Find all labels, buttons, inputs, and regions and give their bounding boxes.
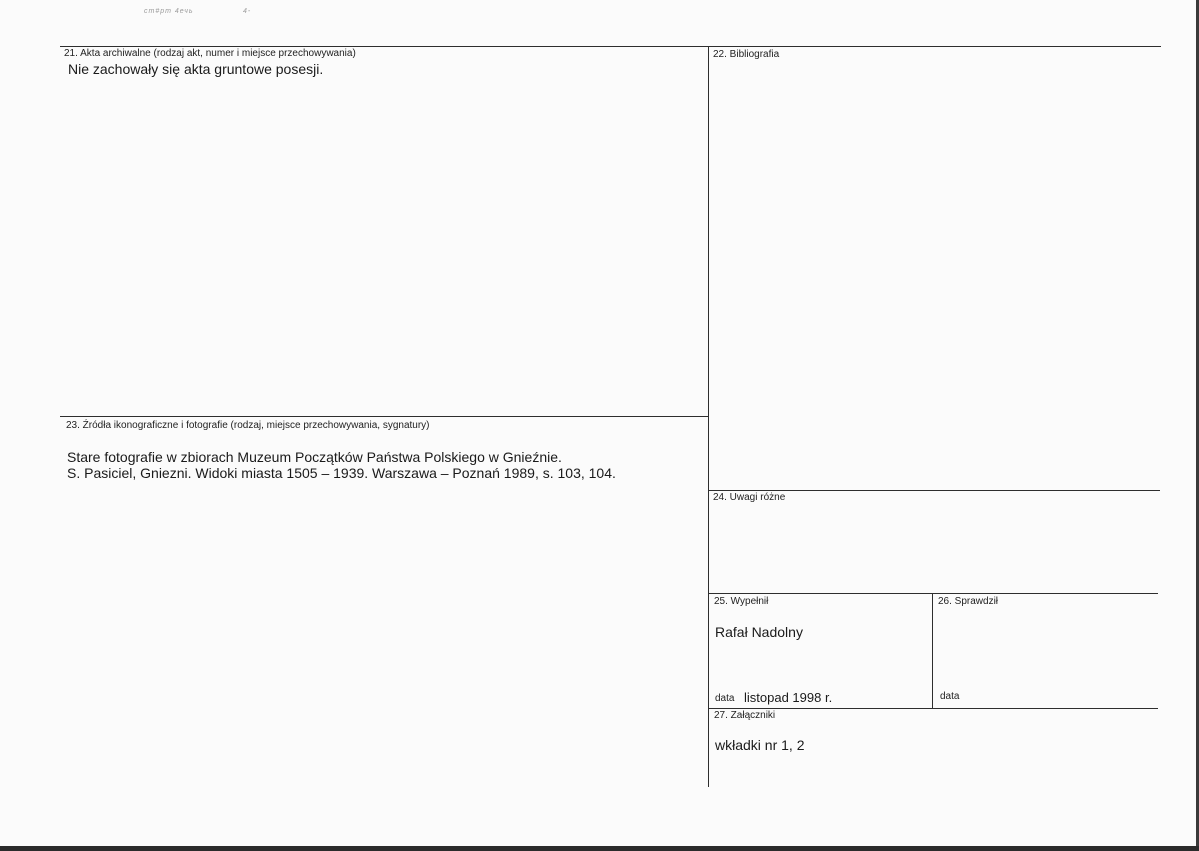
field27-value: wkładki nr 1, 2 <box>715 737 805 753</box>
field24-rule <box>708 490 1160 491</box>
field25-date-label: data <box>715 693 735 704</box>
field22-label: 22. Bibliografia <box>713 49 780 60</box>
field26-date-label: data <box>940 691 960 702</box>
center-divider <box>708 46 709 787</box>
scan-mark-left: ст#рт 4ечь <box>144 8 194 15</box>
field25-label: 25. Wypełnił <box>714 596 769 607</box>
field21-value: Nie zachowały się akta gruntowe posesji. <box>68 61 324 77</box>
field23-label: 23. Źródła ikonograficzne i fotografie (rodzaj, miejsce przechowywania, sygnatury) <box>66 420 430 431</box>
field25-date-value: listopad 1998 r. <box>744 690 833 705</box>
field23-line-2: S. Pasiciel, Gniezni. Widoki miasta 1505 – 1939. Warszawa – Poznań 1989, s. 103, 104. <box>67 465 616 481</box>
field21-label: 21. Akta archiwalne (rodzaj akt, numer i miejsce przechowywania) <box>64 48 356 59</box>
field23-line-1: Stare fotografie w zbiorach Muzeum Początków Państwa Polskiego w Gnieźnie. <box>67 449 562 465</box>
field25-26-divider <box>932 593 933 708</box>
field23-rule <box>60 416 708 417</box>
field24-label: 24. Uwagi różne <box>713 492 786 503</box>
field26-label: 26. Sprawdził <box>938 596 999 607</box>
field27-rule <box>708 708 1158 709</box>
field27-label: 27. Załączniki <box>714 710 776 721</box>
scan-mark-right: 4- <box>243 8 252 15</box>
field25-rule <box>708 593 1158 594</box>
field25-value: Rafał Nadolny <box>715 624 803 640</box>
top-rule <box>60 46 1161 47</box>
